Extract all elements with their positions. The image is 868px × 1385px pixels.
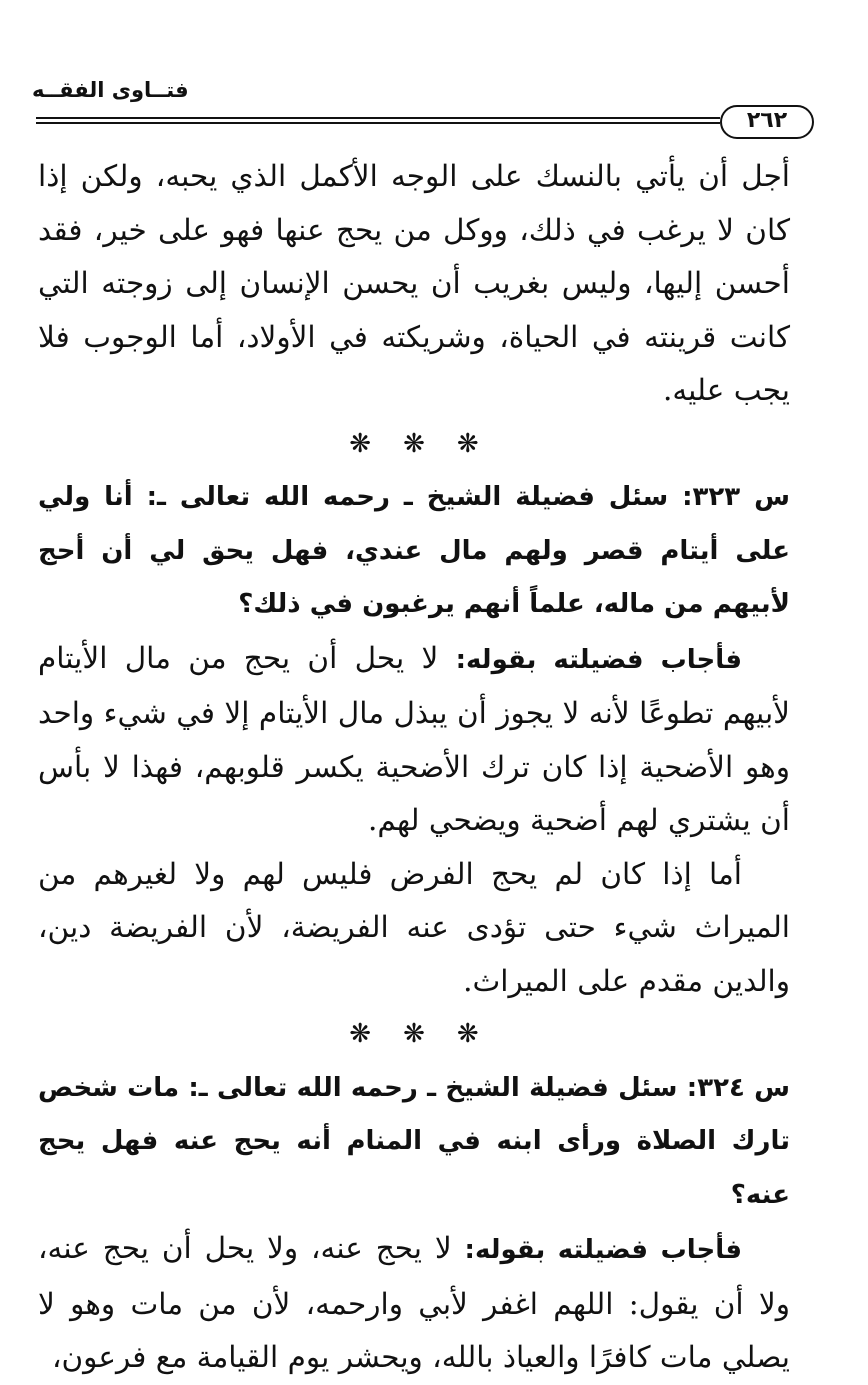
asterism-icon: ❋ <box>456 1019 479 1049</box>
body-text <box>38 150 790 1385</box>
answer-lead: فأجاب فضيلته بقوله: <box>455 644 742 675</box>
asterism-icon: ❋ <box>403 1019 425 1049</box>
answer-323-continued: أما إذا كان لم يحج الفرض فليس لهم ولا لغيرهم من الميراث شيء حتى تؤدى عنه الفريضة، لأن الفريضة دين، والدين مقدم على الميراث. <box>38 856 790 998</box>
section-separator <box>38 418 790 472</box>
question-324: س ٣٢٤: سئل فضيلة الشيخ ـ رحمه الله تعالى ـ: مات شخص تارك الصلاة ورأى ابنه في المنام أنه يحج عنه فهل يحج عنه؟ <box>38 1072 791 1210</box>
answer-323 <box>38 632 790 848</box>
paragraph-continuation: أجل أن يأتي بالنسك على الوجه الأكمل الذي يحبه، ولكن إذا كان لا يرغب في ذلك، ووكل من يحج عنها فهو على خير، فقد أحسن إليها، وليس بغريب أن يحسن الإنسان إلى زوجته التي كانت قرينته في الحياة، وشريكته في الأولاد، أما الوجوب فلا يجب عليه. <box>38 159 790 407</box>
running-title: فتــاوى الفقــه <box>32 78 189 102</box>
page-number: ٢٦٢ <box>720 105 814 139</box>
answer-lead: فأجاب فضيلته بقوله: <box>464 1235 742 1265</box>
asterism-icon: ❋ <box>456 428 479 459</box>
asterism-icon: ❋ <box>349 428 372 459</box>
header-rule <box>36 117 720 124</box>
asterism-icon: ❋ <box>403 428 425 459</box>
asterism-icon: ❋ <box>349 1019 372 1049</box>
answer-text: لا يحل أن يحج من مال الأيتام لأبيهم تطوعًا لأنه لا يجوز أن يبذل مال الأيتام إلا في شيء واحد وهو الأضحية إذا كان ترك الأضحية يكسر قلوبهم، فهذا لا بأس أن يشتري لهم أضحية ويضحي لهم. <box>38 640 790 837</box>
answer-324 <box>38 1222 790 1385</box>
question-323: س ٣٢٣: سئل فضيلة الشيخ ـ رحمه الله تعالى ـ: أنا ولي على أيتام قصر ولهم مال عندي، فهل يحق لي أن أحج لأبيهم من ماله، علماً أنهم يرغبون في ذلك؟ <box>38 482 790 619</box>
section-separator <box>38 1008 790 1062</box>
answer-text: لا يحج عنه، ولا يحل أن يحج عنه، ولا أن يقول: اللهم اغفر لأبي وارحمه، لأن من مات وهو لا يصلي مات كافرًا والعياذ بالله، ويحشر يوم القيامة مع فرعون، <box>38 1231 790 1374</box>
